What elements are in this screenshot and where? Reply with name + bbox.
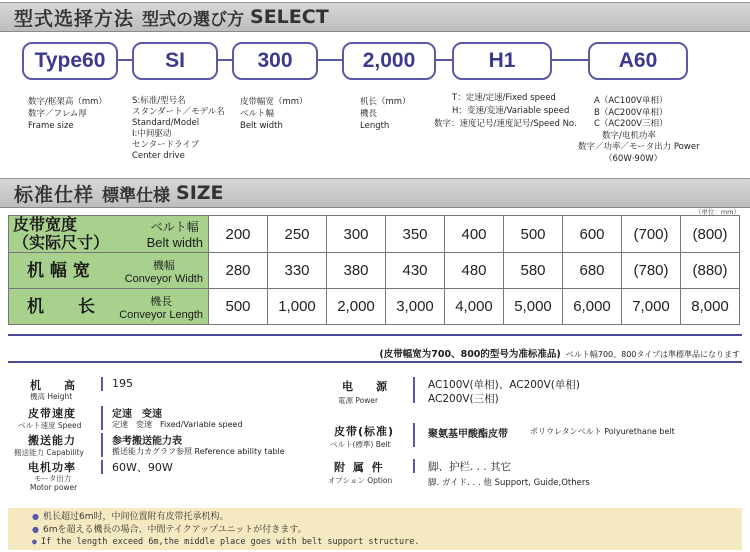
spec-sub-speed: ベルト速度 Speed <box>18 421 82 430</box>
table-cell: (780) <box>622 253 681 289</box>
section-divider <box>8 334 742 336</box>
spec-bar <box>413 459 415 473</box>
table-cell: 350 <box>386 216 445 253</box>
model-code-row <box>0 40 750 82</box>
spec-value-option: 脚、护栏. . . 其它 <box>428 461 512 473</box>
spec-label-belt: 皮带(标准) <box>334 425 395 438</box>
spec-value-power-supply-2: AC200V(三相) <box>428 393 499 405</box>
table-cell: 7,000 <box>622 289 681 325</box>
table-cell: 430 <box>386 253 445 289</box>
spec-value-speed: 定速 变速 <box>112 409 162 420</box>
table-cell: (800) <box>681 216 740 253</box>
row-header-en: Conveyor Width <box>124 272 203 285</box>
table-cell: 380 <box>327 253 386 289</box>
speed-desc <box>434 92 577 131</box>
section-divider <box>8 361 742 363</box>
select-section-header <box>0 2 750 32</box>
belt-desc <box>240 96 308 132</box>
table-row <box>9 216 740 253</box>
row-header-zh: 机 长 <box>27 296 95 317</box>
spec-bar <box>413 423 415 447</box>
spec-sub-power-en: Motor power <box>30 483 78 492</box>
unit-note: （単位：mm） <box>694 208 740 216</box>
table-cell: 280 <box>209 253 268 289</box>
note-text: If the length exceed 6m,the middle place goes with belt support structure. <box>40 537 420 547</box>
desc-line: Frame size <box>28 121 74 131</box>
spec-sub-power-supply: 電源 Power <box>338 396 379 405</box>
row-header-en: Conveyor Length <box>119 308 203 321</box>
size-title-zh: 标准仕样 <box>14 183 95 206</box>
code-length: 2,000 <box>342 42 436 80</box>
row-header-conveyor-width <box>9 253 209 289</box>
spec-value-capability-jp: 搬送能力カグラフ参照 Reference ability table <box>112 447 285 456</box>
spec-value-speed-jp: 定速 変速 Fixed/Variable speed <box>112 420 243 429</box>
spec-bar <box>101 377 103 391</box>
desc-line: T：定速/定速/Fixed speed <box>452 93 556 103</box>
spec-bar <box>101 433 103 457</box>
table-cell: 3,000 <box>386 289 445 325</box>
spec-bar <box>101 406 103 430</box>
table-cell: 4,000 <box>445 289 504 325</box>
note-text: 6mを超える機長の場合、中間テイクアップユニットが付きます。 <box>42 524 307 535</box>
standard-note <box>379 342 740 361</box>
row-header-jp: 機幅 <box>152 258 175 272</box>
table-cell: 500 <box>504 216 563 253</box>
size-title-jp: 標準仕様 <box>102 185 171 206</box>
table-cell: 680 <box>563 253 622 289</box>
table-cell: 8,000 <box>681 289 740 325</box>
row-header-zh-line: 皮带宽度 <box>13 215 78 234</box>
desc-line: C（AC200V三相） <box>594 119 668 129</box>
select-title-zh: 型式选择方法 <box>14 7 135 30</box>
table-cell: 480 <box>445 253 504 289</box>
spec-value-belt-jp: ポリウレタンベルト Polyurethane belt <box>530 427 675 436</box>
bullet-icon: ● <box>32 512 39 521</box>
desc-line: A（AC100V单相） <box>594 96 668 106</box>
table-cell: 500 <box>209 289 268 325</box>
bullet-icon: ● <box>32 524 39 534</box>
desc-line: ベルト幅 <box>240 109 275 119</box>
spec-value-belt: 聚氨基甲酸酯皮带 <box>428 429 508 440</box>
desc-line: 数字/框架高（mm） <box>28 97 107 107</box>
table-cell: (880) <box>681 253 740 289</box>
spec-sub-height: 機高 Height <box>30 392 73 401</box>
desc-line: スタンダート／モデル名 <box>132 107 225 117</box>
frame-desc <box>28 96 107 132</box>
code-type: Type60 <box>22 42 118 80</box>
desc-line: （60W·90W） <box>604 153 663 164</box>
spec-sub-belt: ベルト(標準) Belt <box>330 440 391 449</box>
code-separator <box>218 59 232 61</box>
table-cell: 250 <box>268 216 327 253</box>
spec-label-power: 电机功率 <box>28 461 76 474</box>
code-belt-width: 300 <box>232 42 318 80</box>
model-desc <box>132 96 225 162</box>
desc-line: S:标准/型号名 <box>132 96 186 106</box>
code-speed: H1 <box>452 42 552 80</box>
row-header-belt-width <box>9 216 209 253</box>
code-separator <box>552 59 588 61</box>
desc-line: I:中间驱动 <box>132 129 172 139</box>
power-desc <box>578 96 700 165</box>
table-cell: 2,000 <box>327 289 386 325</box>
table-cell: 600 <box>563 216 622 253</box>
table-row <box>9 289 740 325</box>
desc-line: 皮带幅宽（mm） <box>240 97 308 107</box>
table-cell: 300 <box>327 216 386 253</box>
note-text: 机长超过6m时，中间位置附有皮带托承机构。 <box>42 512 229 522</box>
spec-label-power-supply: 电 源 <box>342 380 393 393</box>
desc-line: H：变速/変速/Variable speed <box>452 106 570 116</box>
row-header-jp: 機長 <box>150 294 173 308</box>
spec-value-power: 60W、90W <box>112 461 173 474</box>
table-cell: 580 <box>504 253 563 289</box>
spec-value-option-2: 脚. ガイド. . . 他 Support, Guide,Others <box>428 478 590 488</box>
note-line <box>32 536 742 549</box>
spec-sub-capability: 搬送能力 Capability <box>14 448 84 457</box>
size-title-en: SIZE <box>176 182 224 204</box>
bullet-icon: ● <box>32 537 37 546</box>
code-separator <box>436 59 452 61</box>
spec-value-height: 195 <box>112 377 133 390</box>
table-cell: 400 <box>445 216 504 253</box>
table-cell: 200 <box>209 216 268 253</box>
table-row <box>9 253 740 289</box>
code-separator <box>118 59 132 61</box>
spec-sub-power: モータ出力 <box>34 474 72 483</box>
spec-label-height: 机 高 <box>30 379 81 392</box>
spec-label-option: 附 属 件 <box>334 461 385 474</box>
desc-line: Length <box>360 121 390 131</box>
table-cell: 6,000 <box>563 289 622 325</box>
table-cell: 1,000 <box>268 289 327 325</box>
spec-sub-option: オプション Option <box>328 476 393 485</box>
desc-line: 数字／フレム厚 <box>28 109 87 119</box>
desc-line: センタードライブ <box>132 140 200 150</box>
code-power: A60 <box>588 42 688 80</box>
row-header-en: Belt width <box>146 235 203 250</box>
code-model: SI <box>132 42 218 80</box>
spec-bar <box>101 460 103 474</box>
spec-value-power-supply: AC100V(单相)、AC200V(单相) <box>428 379 580 391</box>
desc-line: 数字／功率／モータ出力 Power <box>578 142 700 152</box>
spec-value-capability: 参考搬送能力表 <box>112 436 182 447</box>
select-title-jp: 型式の選び方 <box>142 9 245 30</box>
row-header-jp: ベルト幅 <box>150 220 199 234</box>
row-header-zh: 机 幅 宽 <box>27 260 90 281</box>
spec-bar <box>413 377 415 403</box>
desc-line: 数字/电机功率 <box>602 130 656 141</box>
row-header-zh <box>13 216 109 252</box>
desc-line: 数字：速度记号/速度記号/Speed No. <box>434 119 577 129</box>
desc-line: 機長 <box>360 109 378 119</box>
table-cell: 330 <box>268 253 327 289</box>
table-cell: (700) <box>622 216 681 253</box>
notes-box <box>8 508 742 550</box>
desc-line: Center drive <box>132 151 185 161</box>
note-line <box>32 511 742 524</box>
row-header-zh-line: （实际尺寸） <box>13 233 110 252</box>
row-header-conveyor-length <box>9 289 209 325</box>
spec-label-speed: 皮带速度 <box>28 407 76 420</box>
desc-line: Belt width <box>240 121 283 131</box>
code-separator <box>318 59 342 61</box>
table-cell: 5,000 <box>504 289 563 325</box>
standard-note-jp: ベルト幅700、800タイプは準標準品になります <box>565 350 740 359</box>
spec-label-capability: 搬送能力 <box>28 434 76 447</box>
size-section-header <box>0 178 750 208</box>
desc-line: B（AC200V单相） <box>594 107 668 118</box>
length-desc <box>360 96 411 132</box>
select-title-en: SELECT <box>250 6 329 28</box>
desc-line: 机长（mm） <box>360 97 411 107</box>
standard-note-zh: (皮带幅宽为700、800的型号为准标准品) <box>379 349 561 360</box>
note-line <box>32 524 742 537</box>
size-table <box>8 215 740 325</box>
desc-line: Standard/Model <box>132 118 200 128</box>
